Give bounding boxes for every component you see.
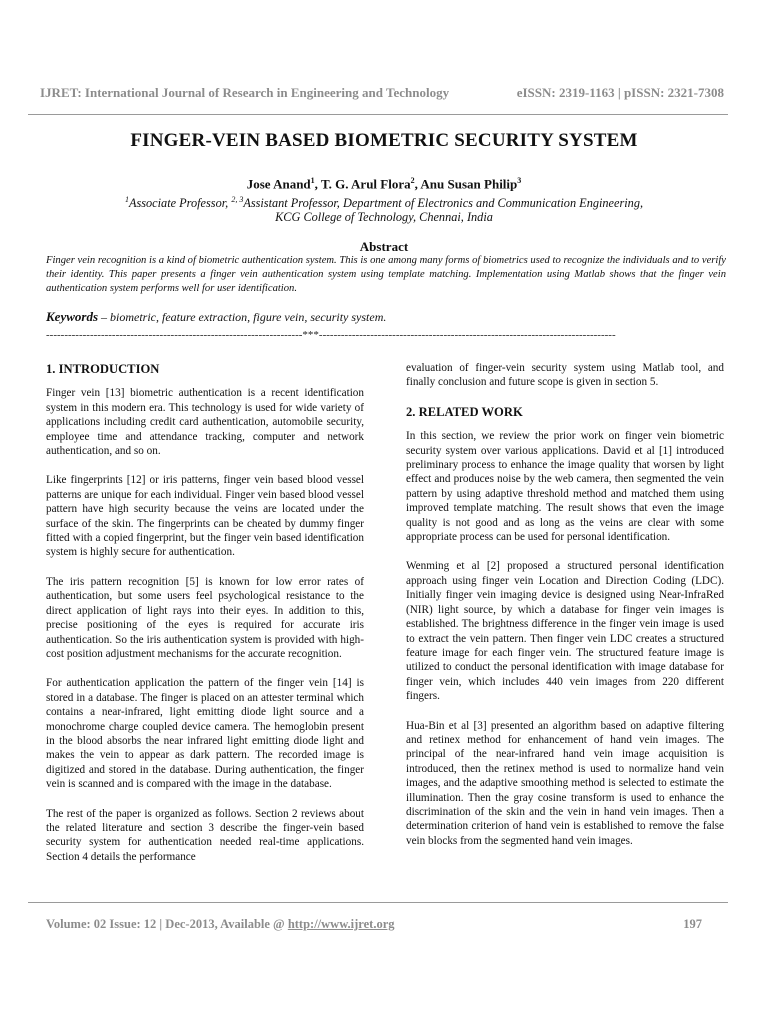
paragraph: Like fingerprints [12] or iris patterns, finger vein based blood vessel patterns are unique for each individual. Finger vein based blood vessel pattern have high security because the veins are located under the surface of the skin. The fingerprints can be cheated by dummy finger fitted with a copied fingerprint, but the finger vein based identification system is highly secure for authentication. <box>46 474 364 559</box>
page-footer <box>46 917 702 932</box>
keywords <box>46 309 726 325</box>
author-2-sup: 2 <box>410 176 415 185</box>
abstract-heading: Abstract <box>359 239 409 254</box>
issn: eISSN: 2319-1163 | pISSN: 2321-7308 <box>516 85 724 100</box>
section-1-heading: 1. INTRODUCTION <box>46 362 160 376</box>
page-number: 197 <box>683 917 702 931</box>
paper-title: FINGER-VEIN BASED BIOMETRIC SECURITY SYSTEM <box>130 130 638 151</box>
affil-role-1: Associate Professor, <box>128 196 229 211</box>
author-3-sup: 3 <box>517 176 522 185</box>
paragraph: In this section, we review the prior work on finger vein biometric security system over various applications. David et al [1] introduced preliminary process to enhance the image quality that worsen by light effect and produces noise by the web camera, then segmented the vein pattern by using adaptive threshold method and matched them using improved template matching. The result shows that even the image quality is not good and as long as the veins are clear with some appropriate process can be used for personal identification. <box>406 430 724 544</box>
affil-sup-2: 2, 3 <box>231 195 244 204</box>
section-2-heading: 2. RELATED WORK <box>406 404 523 419</box>
affiliation-college: KCG College of Technology, Chennai, India <box>275 210 493 224</box>
authors: Jose Anand$^1$, T. G. Arul Flora$^2$, Anu Susan Philip$^3$ <box>246 176 522 192</box>
author-1: Jose Anand <box>246 176 311 192</box>
footer-rule <box>28 902 728 903</box>
paragraph: Finger vein [13] biometric authentication is a recent identification system in this modern era. This technology is used for wide variety of applications including credit card authentication, automobile security, employee time and attendance tracking, computer and network authentication, and so on. <box>46 387 364 458</box>
footer-volume: Volume: 02 Issue: 12 | Dec-2013, Available @ <box>46 917 288 931</box>
section-separator: ----------------------------------------------------------------------***--------------------------------------------------------------------------------- <box>46 329 616 341</box>
affiliation-line-1 <box>0 195 768 211</box>
author-1-sup: 1 <box>310 176 315 185</box>
paragraph: Wenming et al [2] proposed a structured personal identification approach using finger vein Location and Direction Coding (LDC). Initially finger vein imaging device is designed using Near-InfraRed (NIR) light source, by which a database for finger vein images is established. The brightness difference in the finger vein image is used to extract the vein pattern. Then finger vein LDC creates a structured feature image for each finger vein. The structured feature image is utilized to conduct the personal identification with image database for finger vein, which includes 440 vein images from 220 different fingers. <box>406 560 724 703</box>
affil-role-2: Assistant Professor, Department of Electronics and Communication Engineering, <box>243 196 644 211</box>
paragraph: Hua-Bin et al [3] presented an algorithm based on adaptive filtering and retinex method for enhancement of hand vein images. The principal of the near-infrared hand vein image acquisition is introduced, then the retinex method is used to normalize hand vein images, and the adaptive smoothing method is selected to estimate the illumination. Then the gray cosine transform is used to enhance the discrimination of the skin and the vein in hand vein images. Then a determination criterion of hand vein is established to remove the false vein blocks from the segmented hand vein images. <box>406 719 724 847</box>
paragraph: For authentication application the pattern of the finger vein [14] is stored in a database. The finger is placed on an attester terminal which contains a near-infrared, light emitting diode light source and a monochrome charge coupled device camera. The hemoglobin present in the blood absorbs the near infrared light emitting diode light and makes the vein to appear as dark pattern. The recorded image is digitized and stored in the database. During authentication, the finger vein is scanned and is compared with the image in the database. <box>46 677 364 791</box>
journal-link[interactable]: http://www.ijret.org <box>287 917 395 931</box>
affil-sup-1: 1 <box>124 195 129 204</box>
keywords-label: Keywords <box>46 309 98 324</box>
abstract-text: Finger vein recognition is a kind of biometric authentication system. This is one among many forms of biometrics used to recognize the individuals and to verify their identity. This paper presents a finger vein authentication system using template matching. Implementation using Matlab shows that the finger vein authentication system performs well for user identification. <box>46 255 726 294</box>
keywords-text: – biometric, feature extraction, figure vein, security system. <box>101 310 387 324</box>
header-rule <box>28 114 728 115</box>
author-3: Anu Susan Philip <box>420 176 518 192</box>
running-header <box>40 85 724 101</box>
author-2: T. G. Arul Flora <box>320 176 411 192</box>
left-column <box>46 362 364 879</box>
paragraph: evaluation of finger-vein security system using Matlab tool, and finally conclusion and future scope is given in section 5. <box>406 362 724 389</box>
paragraph: The rest of the paper is organized as follows. Section 2 reviews about the related literature and section 3 describe the finger-vein based security system for authentication needed real-time applications. Section 4 details the performance <box>46 807 364 863</box>
right-column <box>406 361 724 863</box>
journal-name: IJRET: International Journal of Research in Engineering and Technology <box>40 85 450 100</box>
paragraph: The iris pattern recognition [5] is known for low error rates of authentication, but some users feel psychological resistance to the direct application of light rays into their eyes. In addition to this, precise positioning of the eyes is required for accurate iris authentication. So the iris authentication system is provided with high-cost position adjustment mechanisms for the accurate recognition. <box>46 575 364 660</box>
